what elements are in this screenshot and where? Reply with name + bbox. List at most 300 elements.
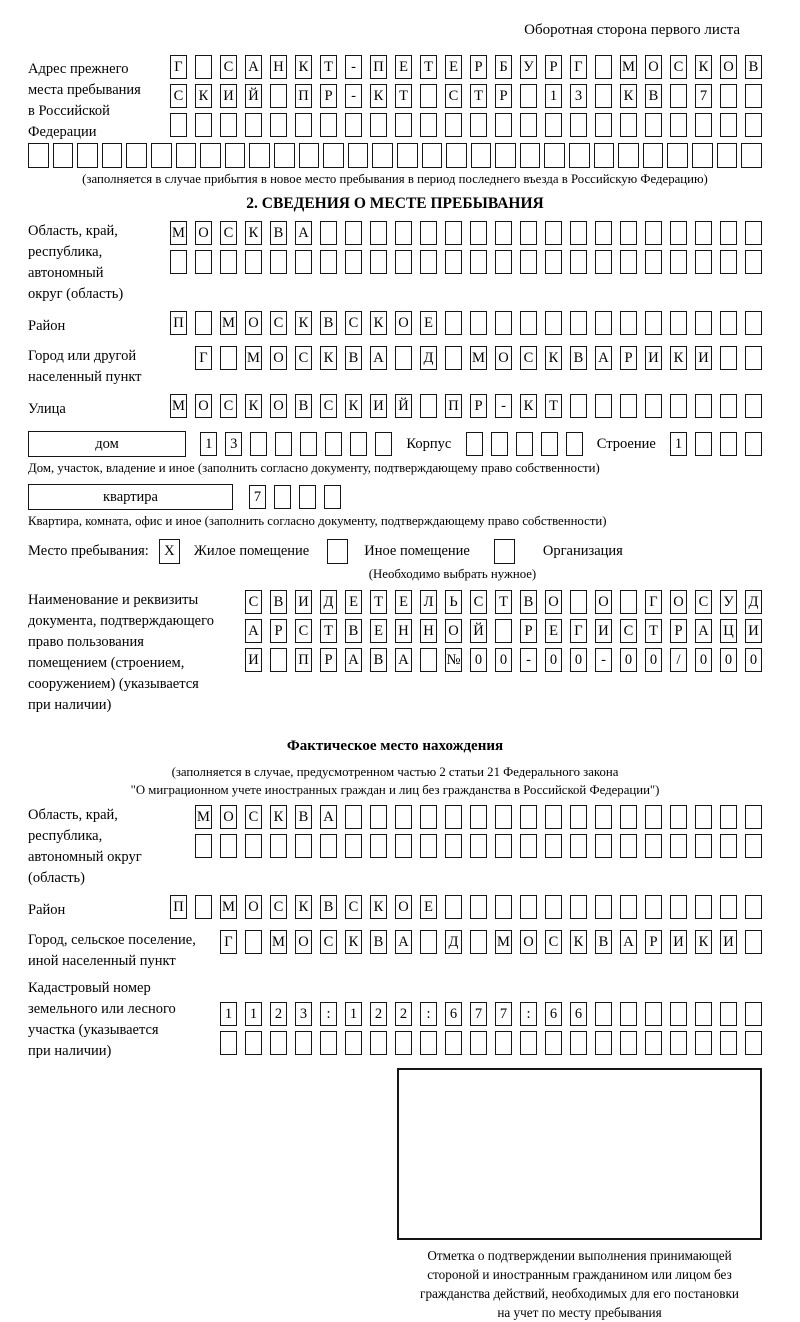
char-cell xyxy=(516,432,533,456)
char-grid-row xyxy=(245,648,762,672)
char-cell xyxy=(745,895,762,919)
char-cell: В xyxy=(645,84,662,108)
char-cell xyxy=(348,143,369,168)
char-cell xyxy=(470,930,487,954)
char-cell xyxy=(741,143,762,168)
checkbox-organization xyxy=(494,539,515,564)
char-cell: О xyxy=(595,590,612,614)
char-cell xyxy=(53,143,74,168)
char-cell: Н xyxy=(395,619,412,643)
char-cell xyxy=(470,113,487,137)
char-cell xyxy=(620,1002,637,1026)
char-cell xyxy=(520,84,537,108)
char-cell: 1 xyxy=(670,432,687,456)
char-cell xyxy=(720,1031,737,1055)
char-cell xyxy=(670,311,687,335)
char-cell xyxy=(220,113,237,137)
char-cell xyxy=(595,834,612,858)
char-cell: О xyxy=(295,930,312,954)
char-cell xyxy=(720,805,737,829)
char-cell xyxy=(220,1031,237,1055)
char-cell xyxy=(445,250,462,274)
char-cell xyxy=(620,113,637,137)
char-cell: К xyxy=(245,221,262,245)
char-cell xyxy=(345,221,362,245)
char-cell: С xyxy=(620,619,637,643)
char-cell xyxy=(595,1031,612,1055)
char-cell xyxy=(620,250,637,274)
char-cell xyxy=(595,394,612,418)
char-grid-row xyxy=(170,84,762,108)
char-cell xyxy=(345,1031,362,1055)
char-cell: Д xyxy=(445,930,462,954)
char-cell: 7 xyxy=(695,84,712,108)
char-cell xyxy=(645,113,662,137)
char-cell xyxy=(720,432,737,456)
char-cell: С xyxy=(270,311,287,335)
char-cell: У xyxy=(720,590,737,614)
char-cell xyxy=(595,311,612,335)
char-cell xyxy=(645,221,662,245)
char-cell: О xyxy=(720,55,737,79)
char-cell xyxy=(225,143,246,168)
char-cell xyxy=(695,1002,712,1026)
char-cell xyxy=(445,895,462,919)
char-cell: Е xyxy=(420,895,437,919)
char-cell: А xyxy=(245,55,262,79)
char-cell xyxy=(274,143,295,168)
char-cell: К xyxy=(570,930,587,954)
char-cell xyxy=(520,834,537,858)
option-organization-label: Организация xyxy=(542,543,623,559)
char-cell xyxy=(695,311,712,335)
char-cell: Т xyxy=(395,84,412,108)
char-cell: 2 xyxy=(395,1002,412,1026)
char-cell xyxy=(275,432,292,456)
char-cell: 7 xyxy=(470,1002,487,1026)
char-cell: Р xyxy=(320,84,337,108)
char-cell: 0 xyxy=(570,648,587,672)
char-cell xyxy=(195,311,212,335)
char-cell xyxy=(670,394,687,418)
char-cell: К xyxy=(345,394,362,418)
char-cell: 1 xyxy=(545,84,562,108)
char-cell xyxy=(720,250,737,274)
char-cell: И xyxy=(370,394,387,418)
document-field xyxy=(28,590,762,716)
cadastral-field xyxy=(28,978,762,1062)
char-cell xyxy=(594,143,615,168)
char-cell: С xyxy=(445,84,462,108)
char-cell: Т xyxy=(370,590,387,614)
char-grid-row xyxy=(170,250,762,274)
char-cell: : xyxy=(520,1002,537,1026)
char-cell: А xyxy=(295,221,312,245)
char-cell: К xyxy=(295,895,312,919)
stroenie-label: Строение xyxy=(596,435,656,452)
char-cell: № xyxy=(445,648,462,672)
char-cell xyxy=(370,221,387,245)
char-cell xyxy=(695,250,712,274)
char-cell xyxy=(195,250,212,274)
char-cell xyxy=(446,143,467,168)
char-cell xyxy=(195,895,212,919)
char-cell: 0 xyxy=(470,648,487,672)
char-cell: И xyxy=(720,930,737,954)
char-cell: В xyxy=(295,394,312,418)
char-cell xyxy=(270,250,287,274)
char-cell xyxy=(570,311,587,335)
char-cell: П xyxy=(370,55,387,79)
char-grid-row xyxy=(170,113,762,137)
char-cell: С xyxy=(220,394,237,418)
char-cell: К xyxy=(370,895,387,919)
char-cell: О xyxy=(270,346,287,370)
char-cell: 3 xyxy=(570,84,587,108)
char-cell: А xyxy=(595,346,612,370)
region-grid xyxy=(170,221,762,279)
char-cell xyxy=(595,1002,612,1026)
char-cell: И xyxy=(670,930,687,954)
char-cell: / xyxy=(670,648,687,672)
char-cell xyxy=(595,84,612,108)
char-cell: В xyxy=(320,311,337,335)
char-cell: С xyxy=(320,930,337,954)
char-cell xyxy=(270,1031,287,1055)
char-cell xyxy=(595,221,612,245)
char-cell xyxy=(324,485,341,509)
char-cell: 7 xyxy=(495,1002,512,1026)
char-cell: В xyxy=(295,805,312,829)
char-cell xyxy=(643,143,664,168)
char-cell xyxy=(569,143,590,168)
char-cell xyxy=(299,143,320,168)
char-cell xyxy=(470,805,487,829)
char-cell: О xyxy=(520,930,537,954)
char-cell: С xyxy=(245,590,262,614)
char-cell xyxy=(325,432,342,456)
char-cell xyxy=(620,1031,637,1055)
char-cell: П xyxy=(170,895,187,919)
char-cell: М xyxy=(245,346,262,370)
char-cell: К xyxy=(270,805,287,829)
char-cell xyxy=(395,346,412,370)
char-cell: Т xyxy=(470,84,487,108)
char-cell: К xyxy=(295,311,312,335)
char-cell xyxy=(620,895,637,919)
char-cell xyxy=(570,805,587,829)
char-cell xyxy=(295,250,312,274)
apartment-caption: Квартира, комната, офис и иное (заполнить согласно документу, подтверждающему право собственности) xyxy=(28,514,607,528)
char-cell: И xyxy=(245,648,262,672)
char-cell xyxy=(541,432,558,456)
char-cell xyxy=(445,346,462,370)
char-cell: - xyxy=(520,648,537,672)
char-cell xyxy=(245,1031,262,1055)
char-cell: С xyxy=(670,55,687,79)
char-cell xyxy=(495,805,512,829)
char-cell: У xyxy=(520,55,537,79)
char-cell xyxy=(295,1031,312,1055)
char-cell: В xyxy=(745,55,762,79)
char-cell xyxy=(520,895,537,919)
char-cell xyxy=(270,834,287,858)
char-cell xyxy=(420,648,437,672)
char-cell: Д xyxy=(745,590,762,614)
char-cell: 6 xyxy=(545,1002,562,1026)
char-cell xyxy=(470,1031,487,1055)
char-cell xyxy=(295,834,312,858)
char-cell xyxy=(545,1031,562,1055)
region-label: Область, край, республика, автономный округ (область) xyxy=(28,223,124,302)
char-cell: А xyxy=(345,648,362,672)
char-cell: А xyxy=(620,930,637,954)
char-cell: К xyxy=(370,84,387,108)
char-cell: Е xyxy=(420,311,437,335)
char-cell: О xyxy=(220,805,237,829)
char-cell: 2 xyxy=(270,1002,287,1026)
char-cell: С xyxy=(345,311,362,335)
char-cell: 0 xyxy=(645,648,662,672)
char-cell: О xyxy=(245,311,262,335)
char-cell xyxy=(195,113,212,137)
char-cell xyxy=(670,895,687,919)
char-cell xyxy=(345,834,362,858)
char-cell xyxy=(745,834,762,858)
checkbox-residential: X xyxy=(159,539,180,564)
char-cell xyxy=(670,250,687,274)
char-cell xyxy=(300,432,317,456)
char-cell: Е xyxy=(395,55,412,79)
char-cell xyxy=(720,311,737,335)
char-cell xyxy=(495,311,512,335)
char-cell xyxy=(250,432,267,456)
char-cell xyxy=(77,143,98,168)
char-cell: В xyxy=(320,895,337,919)
char-cell xyxy=(320,113,337,137)
char-cell xyxy=(445,311,462,335)
char-cell: Й xyxy=(395,394,412,418)
district-field xyxy=(28,311,762,340)
char-cell: М xyxy=(195,805,212,829)
char-cell: Н xyxy=(420,619,437,643)
char-cell: И xyxy=(295,590,312,614)
char-cell: К xyxy=(545,346,562,370)
char-cell xyxy=(717,143,738,168)
char-cell xyxy=(126,143,147,168)
char-cell: П xyxy=(170,311,187,335)
char-cell: О xyxy=(545,590,562,614)
actual-location-note: (заполняется в случае, предусмотренном частью 2 статьи 21 Федерального закона "О миграционном учете иностранных граждан и лиц без гражданства в Российской Федерации") xyxy=(130,765,660,797)
char-cell xyxy=(520,143,541,168)
char-cell: М xyxy=(220,311,237,335)
char-cell: Е xyxy=(345,590,362,614)
char-cell xyxy=(566,432,583,456)
char-cell: С xyxy=(270,895,287,919)
char-cell xyxy=(545,311,562,335)
region-field xyxy=(28,221,762,305)
char-cell xyxy=(422,143,443,168)
char-cell: Г xyxy=(220,930,237,954)
char-cell xyxy=(645,834,662,858)
char-cell xyxy=(295,113,312,137)
char-cell: К xyxy=(295,55,312,79)
char-cell: - xyxy=(345,55,362,79)
char-cell xyxy=(350,432,367,456)
char-grid-row xyxy=(220,930,762,954)
char-cell xyxy=(420,113,437,137)
char-cell: К xyxy=(370,311,387,335)
char-cell xyxy=(695,805,712,829)
char-cell: В xyxy=(345,619,362,643)
char-cell xyxy=(470,250,487,274)
char-grid-row xyxy=(200,432,392,456)
char-cell: Р xyxy=(545,55,562,79)
char-cell xyxy=(520,311,537,335)
char-cell xyxy=(420,221,437,245)
char-grid-row xyxy=(195,805,762,829)
char-cell: М xyxy=(270,930,287,954)
char-cell: Р xyxy=(270,619,287,643)
char-cell xyxy=(471,143,492,168)
char-cell: Р xyxy=(620,346,637,370)
house-caption: Дом, участок, владение и иное (заполнить согласно документу, подтверждающему право собственности) xyxy=(28,461,600,475)
char-cell: 0 xyxy=(545,648,562,672)
char-cell: К xyxy=(195,84,212,108)
prev-address-grid xyxy=(170,55,762,143)
char-cell xyxy=(28,143,49,168)
char-cell: 0 xyxy=(495,648,512,672)
char-cell xyxy=(395,805,412,829)
char-cell xyxy=(570,221,587,245)
char-grid-row xyxy=(245,590,762,614)
char-cell xyxy=(520,1031,537,1055)
char-cell xyxy=(520,221,537,245)
char-cell: Р xyxy=(470,55,487,79)
char-cell xyxy=(195,834,212,858)
char-cell: 1 xyxy=(245,1002,262,1026)
char-cell xyxy=(270,84,287,108)
char-cell xyxy=(645,805,662,829)
char-cell xyxy=(420,84,437,108)
char-cell xyxy=(695,394,712,418)
char-cell xyxy=(520,250,537,274)
prev-address-field xyxy=(28,55,762,143)
char-cell xyxy=(395,250,412,274)
char-cell xyxy=(395,221,412,245)
char-cell: Е xyxy=(545,619,562,643)
char-cell: В xyxy=(270,590,287,614)
char-cell: К xyxy=(345,930,362,954)
char-cell xyxy=(570,895,587,919)
char-cell xyxy=(520,113,537,137)
char-cell: М xyxy=(495,930,512,954)
char-cell: Т xyxy=(420,55,437,79)
char-cell: С xyxy=(295,346,312,370)
char-cell: К xyxy=(695,930,712,954)
char-cell xyxy=(397,143,418,168)
char-cell: М xyxy=(220,895,237,919)
char-cell: Н xyxy=(270,55,287,79)
char-cell xyxy=(595,805,612,829)
city-label: Город или другой населенный пункт xyxy=(28,348,142,385)
char-cell: 0 xyxy=(745,648,762,672)
char-cell: С xyxy=(545,930,562,954)
char-cell: А xyxy=(695,619,712,643)
char-cell: С xyxy=(695,590,712,614)
char-cell xyxy=(720,895,737,919)
char-cell xyxy=(466,432,483,456)
char-cell xyxy=(720,221,737,245)
char-cell xyxy=(320,834,337,858)
char-cell: Г xyxy=(170,55,187,79)
char-cell xyxy=(445,834,462,858)
char-cell xyxy=(645,1002,662,1026)
char-cell: 7 xyxy=(249,485,266,509)
char-cell xyxy=(720,113,737,137)
char-cell xyxy=(720,346,737,370)
char-cell xyxy=(151,143,172,168)
char-cell xyxy=(745,84,762,108)
char-cell xyxy=(495,221,512,245)
char-cell: И xyxy=(745,619,762,643)
char-cell xyxy=(595,895,612,919)
actual-district-label: Район xyxy=(28,902,66,918)
char-cell: П xyxy=(445,394,462,418)
char-cell xyxy=(544,143,565,168)
char-cell xyxy=(695,895,712,919)
char-cell xyxy=(420,1031,437,1055)
char-cell: К xyxy=(695,55,712,79)
char-cell: О xyxy=(395,311,412,335)
char-cell: 2 xyxy=(370,1002,387,1026)
char-cell: Р xyxy=(320,648,337,672)
char-cell: С xyxy=(220,221,237,245)
char-cell xyxy=(320,1031,337,1055)
char-cell xyxy=(495,895,512,919)
char-cell: В xyxy=(570,346,587,370)
char-cell xyxy=(420,930,437,954)
char-cell: М xyxy=(620,55,637,79)
char-cell xyxy=(645,1031,662,1055)
char-cell: Т xyxy=(495,590,512,614)
char-cell xyxy=(745,113,762,137)
actual-city-field xyxy=(28,930,762,972)
section-2-title: 2. СВЕДЕНИЯ О МЕСТЕ ПРЕБЫВАНИЯ xyxy=(246,195,544,212)
char-cell xyxy=(395,834,412,858)
actual-region-grid xyxy=(195,805,762,863)
cadastral-label: Кадастровый номер земельного или лесного участка (указывается при наличии) xyxy=(28,980,176,1059)
back-side-title: Оборотная сторона первого листа xyxy=(524,22,740,38)
char-cell xyxy=(620,311,637,335)
char-cell: И xyxy=(695,346,712,370)
char-cell xyxy=(667,143,688,168)
char-cell xyxy=(370,113,387,137)
char-grid-row xyxy=(249,485,341,509)
char-cell xyxy=(370,834,387,858)
char-cell xyxy=(176,143,197,168)
char-cell: С xyxy=(470,590,487,614)
checkbox-other-premises xyxy=(327,539,348,564)
char-cell xyxy=(270,113,287,137)
char-cell xyxy=(545,221,562,245)
actual-city-label: Город, сельское поселение, иной населенный пункт xyxy=(28,932,196,969)
char-cell: С xyxy=(245,805,262,829)
char-cell: Т xyxy=(645,619,662,643)
char-cell xyxy=(745,930,762,954)
char-cell: М xyxy=(170,394,187,418)
char-cell xyxy=(320,250,337,274)
